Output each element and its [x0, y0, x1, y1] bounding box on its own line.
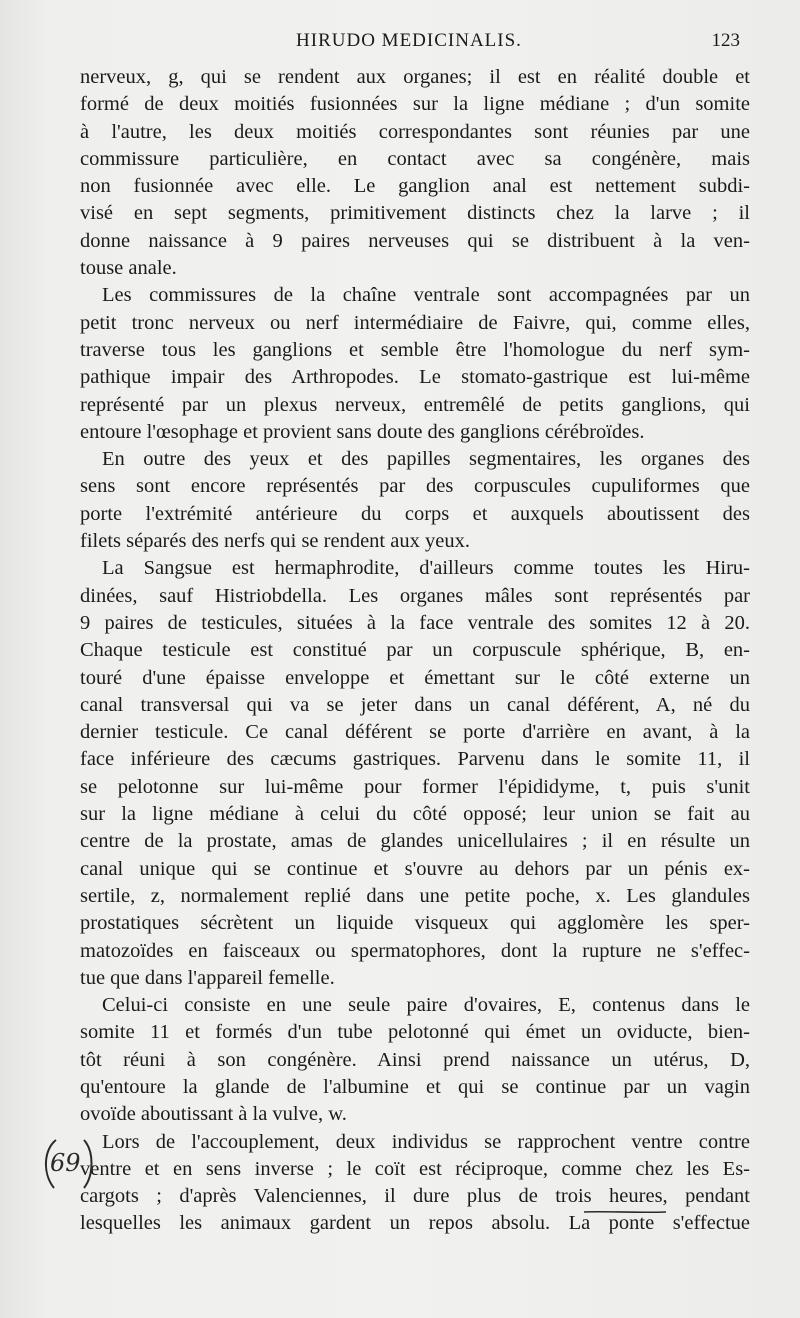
- text-line: visé en sept segments, primitivement distincts chez la larve ; il: [80, 202, 750, 225]
- text-line: commissure particulière, en contact avec sa congénère, mais: [80, 147, 750, 170]
- text-line: Les commissures de la chaîne ventrale sont accompagnées par un: [102, 284, 750, 307]
- text-line: Celui-ci consiste en une seule paire d'ovaires, E, contenus dans le: [102, 994, 750, 1017]
- page-header: [78, 30, 740, 56]
- paragraph: [80, 555, 750, 992]
- text-line: canal transversal qui va se jeter dans un canal déférent, A, né du: [80, 693, 750, 716]
- text-line: tue que dans l'appareil femelle.: [80, 966, 335, 989]
- text-line: qu'entoure la glande de l'albumine et qui se continue par un vagin: [80, 1075, 750, 1098]
- paragraph: [80, 446, 750, 555]
- text-line: ovoïde aboutissant à la vulve, w.: [80, 1103, 347, 1126]
- text-line: dernier testicule. Ce canal déférent se porte d'arrière en avant, à la: [80, 721, 750, 744]
- text-line: sertile, z, normalement replié dans une petite poche, x. Les glandules: [80, 884, 750, 907]
- text-line: En outre des yeux et des papilles segmentaires, les organes des: [102, 448, 750, 471]
- text-line: dinées, sauf Histriobdella. Les organes mâles sont représentés par: [80, 584, 750, 607]
- text-line: cargots ; d'après Valenciennes, il dure plus de trois heures, pendant: [80, 1185, 750, 1208]
- text-line: centre de la prostate, amas de glandes unicellulaires ; il en résulte un: [80, 830, 750, 853]
- text-line: touse anale.: [80, 257, 177, 280]
- margin-number: 69: [50, 1149, 81, 1177]
- paragraph: [80, 992, 750, 1128]
- text-line: prostatiques sécrètent un liquide visqueux qui agglomère les sper-: [80, 912, 750, 935]
- text-line: matozoïdes en faisceaux ou spermatophores, dont la rupture ne s'effec-: [80, 939, 750, 962]
- paragraph: [80, 64, 750, 282]
- text-line: sur la ligne médiane à celui du côté opposé; leur union se fait au: [80, 803, 750, 826]
- handwritten-underline-icon: [584, 1210, 666, 1214]
- text-line: somite 11 et formés d'un tube pelotonné qui émet un oviducte, bien-: [80, 1021, 750, 1044]
- text-line: filets séparés des nerfs qui se rendent aux yeux.: [80, 530, 470, 553]
- text-line: sens sont encore représentés par des corpuscules cupuliformes que: [80, 475, 750, 498]
- text-line: La Sangsue est hermaphrodite, d'ailleurs comme toutes les Hiru-: [102, 557, 750, 580]
- text-line: canal unique qui se continue et s'ouvre au dehors par un pénis ex-: [80, 857, 750, 880]
- text-line: lesquelles les animaux gardent un repos absolu. La ponte s'effectue: [80, 1212, 750, 1235]
- text-line: entoure l'œsophage et provient sans doute des ganglions cérébroïdes.: [80, 420, 645, 443]
- text-line: représenté par un plexus nerveux, entremêlé de petits ganglions, qui: [80, 393, 750, 416]
- paragraph: [80, 282, 750, 446]
- text-line: formé de deux moitiés fusionnées sur la ligne médiane ; d'un somite: [80, 93, 750, 116]
- body-text: [80, 64, 750, 1238]
- text-line: se pelotonne sur lui-même pour former l'épididyme, t, puis s'unit: [80, 775, 750, 798]
- text-line: Lors de l'accouplement, deux individus se rapprochent ventre contre: [102, 1130, 750, 1153]
- text-line: 9 paires de testicules, situées à la face ventrale des somites 12 à 20.: [80, 611, 750, 634]
- text-line: tôt réuni à son congénère. Ainsi prend naissance un utérus, D,: [80, 1048, 750, 1071]
- handwritten-margin-note: [40, 1137, 98, 1191]
- running-title: HIRUDO MEDICINALIS.: [296, 30, 522, 51]
- text-line: touré d'une épaisse enveloppe et émettant sur le côté externe un: [80, 666, 750, 689]
- text-line: nerveux, g, qui se rendent aux organes; il est en réalité double et: [80, 66, 750, 88]
- text-line: pathique impair des Arthropodes. Le stomato-gastrique est lui-même: [80, 366, 750, 389]
- text-line: donne naissance à 9 paires nerveuses qui se distribuent à la ven-: [80, 229, 750, 252]
- text-line: Chaque testicule est constitué par un corpuscule sphérique, B, en-: [80, 639, 750, 662]
- text-line: petit tronc nerveux ou nerf intermédiaire de Faivre, qui, comme elles,: [80, 311, 750, 334]
- text-line: traverse tous les ganglions et semble être l'homologue du nerf sym-: [80, 338, 750, 361]
- paragraph: [80, 1129, 750, 1238]
- page-number: 123: [711, 30, 740, 51]
- text-line: face inférieure des cæcums gastriques. Parvenu dans le somite 11, il: [80, 748, 750, 771]
- text-line: non fusionnée avec elle. Le ganglion anal est nettement subdi-: [80, 175, 750, 198]
- text-line: ventre et en sens inverse ; le coït est réciproque, comme chez les Es-: [80, 1157, 750, 1180]
- text-line: porte l'extrémité antérieure du corps et auxquels aboutissent des: [80, 502, 750, 525]
- text-line: à l'autre, les deux moitiés correspondantes sont réunies par une: [80, 120, 750, 143]
